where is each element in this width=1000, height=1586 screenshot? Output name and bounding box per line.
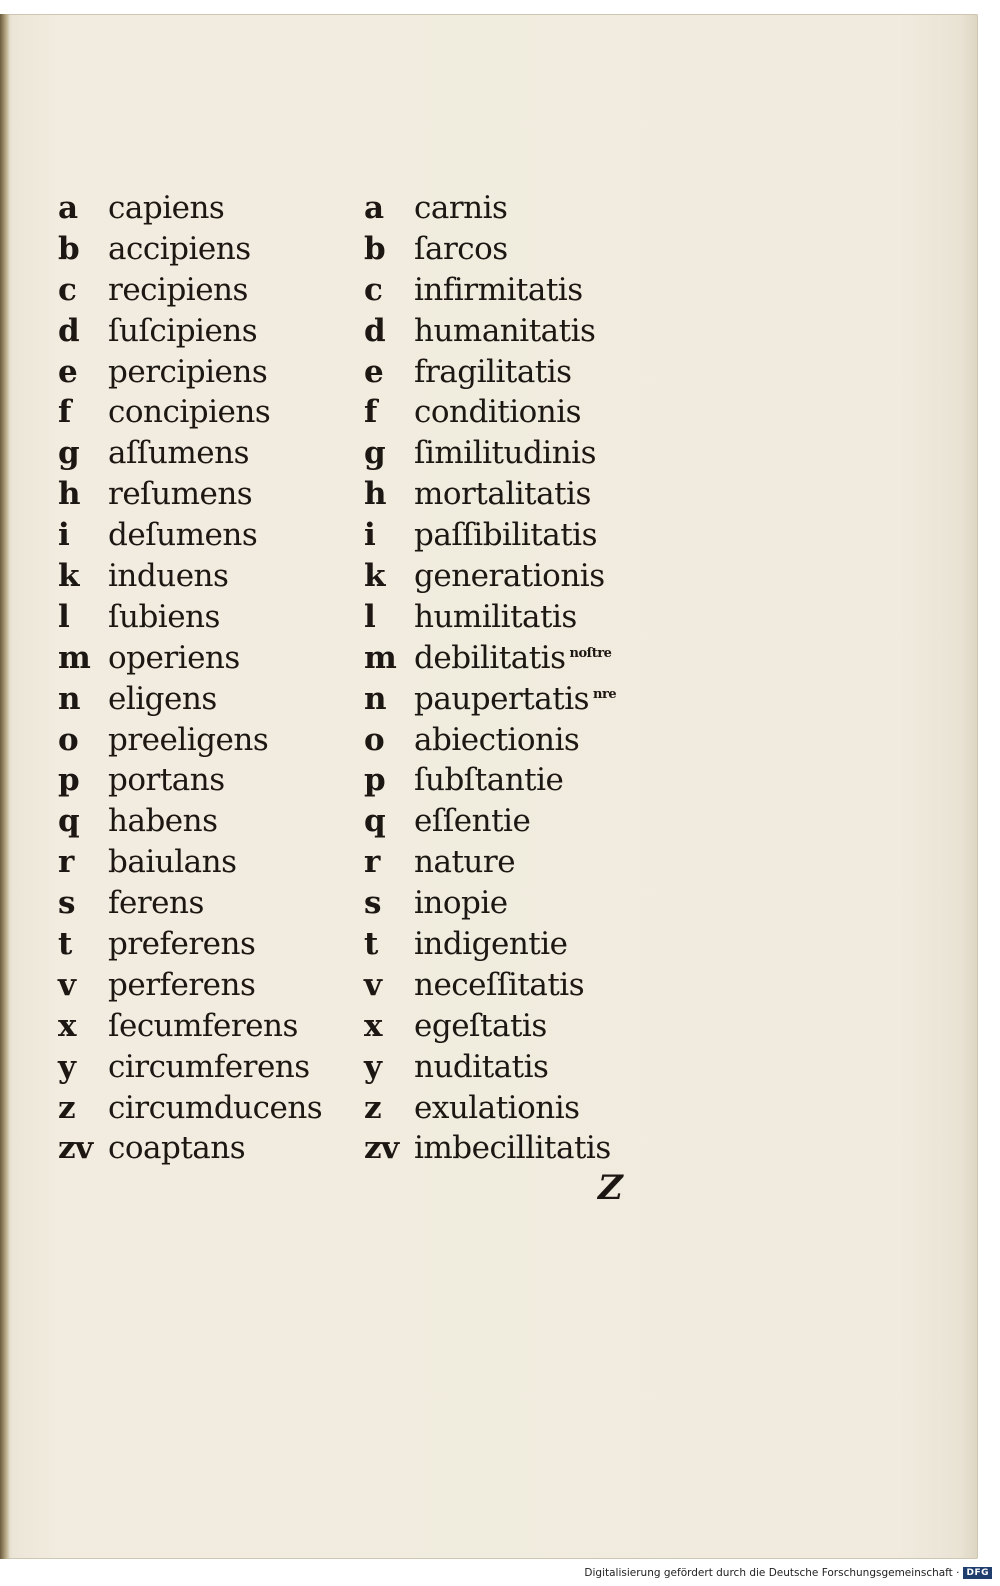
left-row-word: ſecumferens <box>108 1007 298 1044</box>
left-row-letter: c <box>58 271 77 308</box>
left-row-word: preferens <box>108 926 256 963</box>
left-row <box>58 474 368 515</box>
left-row-word: ſubiens <box>108 598 220 635</box>
right-row-letter: s <box>364 885 381 922</box>
left-row <box>58 229 368 270</box>
left-row-word: coaptans <box>108 1130 246 1167</box>
right-row <box>364 1088 704 1129</box>
right-row-letter: i <box>364 517 376 554</box>
left-row <box>58 842 368 883</box>
right-row-letter: m <box>364 639 397 676</box>
right-row-letter: x <box>364 1007 382 1044</box>
right-row-letter: f <box>364 394 377 431</box>
left-row-word: portans <box>108 762 225 799</box>
left-row <box>58 801 368 842</box>
right-row-word: humanitatis <box>414 312 596 349</box>
right-row <box>364 433 704 474</box>
right-row-letter: v <box>364 966 382 1003</box>
right-row-word: ſimilitudinis <box>414 435 596 472</box>
right-row <box>364 597 704 638</box>
right-row-word: exulationis <box>414 1089 580 1126</box>
right-row-word: ſarcos <box>414 230 508 267</box>
right-row <box>364 515 704 556</box>
right-row <box>364 760 704 801</box>
right-row-word: fragilitatis <box>414 353 572 390</box>
left-row-word: circumducens <box>108 1089 323 1126</box>
left-row-letter: r <box>58 844 74 881</box>
right-row-word: paupertatis <box>414 680 590 717</box>
right-row-letter: e <box>364 353 384 390</box>
right-row-letter: q <box>364 803 386 840</box>
left-row-word: recipiens <box>108 271 248 308</box>
right-row <box>364 842 704 883</box>
left-row-letter: f <box>58 394 71 431</box>
left-row-word: accipiens <box>108 230 251 267</box>
right-row-letter: h <box>364 476 387 513</box>
left-row <box>58 883 368 924</box>
left-row-word: circumferens <box>108 1048 310 1085</box>
right-row-word: ſubſtantie <box>414 762 564 799</box>
right-row-word: egeſtatis <box>414 1007 547 1044</box>
right-row-letter: o <box>364 721 385 758</box>
right-row-letter: y <box>364 1048 382 1085</box>
left-column <box>58 188 368 1169</box>
right-row-word: conditionis <box>414 394 582 431</box>
left-row-word: ſuſcipiens <box>108 312 258 349</box>
right-row-word: nuditatis <box>414 1048 549 1085</box>
left-row <box>58 188 368 229</box>
left-row-letter: a <box>58 190 78 226</box>
left-row-letter: o <box>58 721 79 758</box>
left-row <box>58 352 368 393</box>
left-row <box>58 760 368 801</box>
right-row-letter: c <box>364 271 383 308</box>
right-row <box>364 965 704 1006</box>
left-row-letter: z <box>58 1089 76 1126</box>
left-row-word: aſſumens <box>108 435 250 472</box>
left-row-letter: n <box>58 680 81 717</box>
left-row-letter: d <box>58 312 80 349</box>
right-row-letter: n <box>364 680 387 717</box>
right-row <box>364 270 704 311</box>
left-row-letter: s <box>58 885 75 922</box>
right-row <box>364 883 704 924</box>
left-row <box>58 392 368 433</box>
right-row-word: imbecillitatis <box>414 1130 611 1167</box>
right-row <box>364 720 704 761</box>
right-row <box>364 392 704 433</box>
dfg-logo: DFG <box>963 1567 992 1579</box>
right-row <box>364 801 704 842</box>
right-row-word: inopie <box>414 885 508 922</box>
right-row <box>364 311 704 352</box>
signature-mark: Z <box>598 1168 623 1208</box>
left-row-word: perferens <box>108 966 256 1003</box>
left-row <box>58 1088 368 1129</box>
left-row-word: operiens <box>108 639 240 676</box>
left-row <box>58 1006 368 1047</box>
left-row-letter: q <box>58 803 80 840</box>
left-row-letter: p <box>58 762 80 799</box>
right-row-letter: g <box>364 435 386 472</box>
left-row-letter: zv <box>58 1130 93 1167</box>
left-row <box>58 433 368 474</box>
right-row-word: generationis <box>414 558 605 595</box>
left-row <box>58 311 368 352</box>
left-row-word: ferens <box>108 885 204 922</box>
left-row <box>58 556 368 597</box>
right-row-word: infirmitatis <box>414 271 583 308</box>
left-row <box>58 515 368 556</box>
left-row-letter: h <box>58 476 81 513</box>
left-row-letter: y <box>58 1048 76 1085</box>
right-row-word: indigentie <box>414 926 568 963</box>
left-row-letter: l <box>58 598 70 635</box>
left-row-word: capiens <box>108 190 225 226</box>
right-row-letter: b <box>364 230 386 267</box>
left-row-letter: v <box>58 966 76 1003</box>
right-row-note: noſtre <box>569 645 612 661</box>
left-row <box>58 965 368 1006</box>
left-row <box>58 720 368 761</box>
left-row <box>58 597 368 638</box>
right-row-letter: l <box>364 598 376 635</box>
left-row-letter: e <box>58 353 78 390</box>
right-row <box>364 638 704 679</box>
left-row-word: habens <box>108 803 218 840</box>
left-row-word: percipiens <box>108 353 268 390</box>
right-row-letter: zv <box>364 1130 399 1167</box>
right-row <box>364 1047 704 1088</box>
right-row-word: paſſibilitatis <box>414 517 597 554</box>
left-row-letter: b <box>58 230 80 267</box>
right-row-letter: a <box>364 190 384 226</box>
right-row-letter: z <box>364 1089 382 1126</box>
right-row-word: nature <box>414 844 516 881</box>
right-row <box>364 679 704 720</box>
left-row-word: deſumens <box>108 517 258 554</box>
left-row-word: eligens <box>108 680 217 717</box>
left-row-word: reſumens <box>108 476 253 513</box>
left-row-word: concipiens <box>108 394 271 431</box>
left-row <box>58 270 368 311</box>
right-row <box>364 924 704 965</box>
left-row-letter: g <box>58 435 80 472</box>
right-row-letter: d <box>364 312 386 349</box>
left-row-letter: m <box>58 639 91 676</box>
right-row <box>364 188 704 229</box>
left-row-word: baiulans <box>108 844 237 881</box>
right-row-word: humilitatis <box>414 598 577 635</box>
right-row <box>364 1006 704 1047</box>
right-column <box>364 188 704 1169</box>
left-row-letter: x <box>58 1007 76 1044</box>
left-row-word: induens <box>108 558 229 595</box>
right-row <box>364 556 704 597</box>
right-row-note: nre <box>593 686 617 702</box>
right-row-letter: k <box>364 558 385 595</box>
right-row-letter: t <box>364 926 378 963</box>
right-row-word: abiectionis <box>414 721 580 758</box>
right-row <box>364 1128 704 1169</box>
right-row-letter: r <box>364 844 380 881</box>
left-row-letter: t <box>58 926 72 963</box>
left-row-letter: k <box>58 558 79 595</box>
text-block <box>0 188 978 1198</box>
right-row-word: mortalitatis <box>414 476 591 513</box>
right-row <box>364 474 704 515</box>
right-row <box>364 229 704 270</box>
right-row-letter: p <box>364 762 386 799</box>
right-row <box>364 352 704 393</box>
right-row-word: neceſſitatis <box>414 966 585 1003</box>
right-row-word: carnis <box>414 190 508 226</box>
footer-text: Digitalisierung gefördert durch die Deutsche Forschungsgemeinschaft · <box>584 1567 960 1579</box>
left-row <box>58 638 368 679</box>
left-row <box>58 679 368 720</box>
left-row <box>58 924 368 965</box>
left-row-word: preeligens <box>108 721 269 758</box>
left-row <box>58 1128 368 1169</box>
right-row-word: eſſentie <box>414 803 531 840</box>
right-row-word: debilitatis <box>414 639 566 676</box>
left-row <box>58 1047 368 1088</box>
footer <box>584 1562 992 1584</box>
left-row-letter: i <box>58 517 70 554</box>
